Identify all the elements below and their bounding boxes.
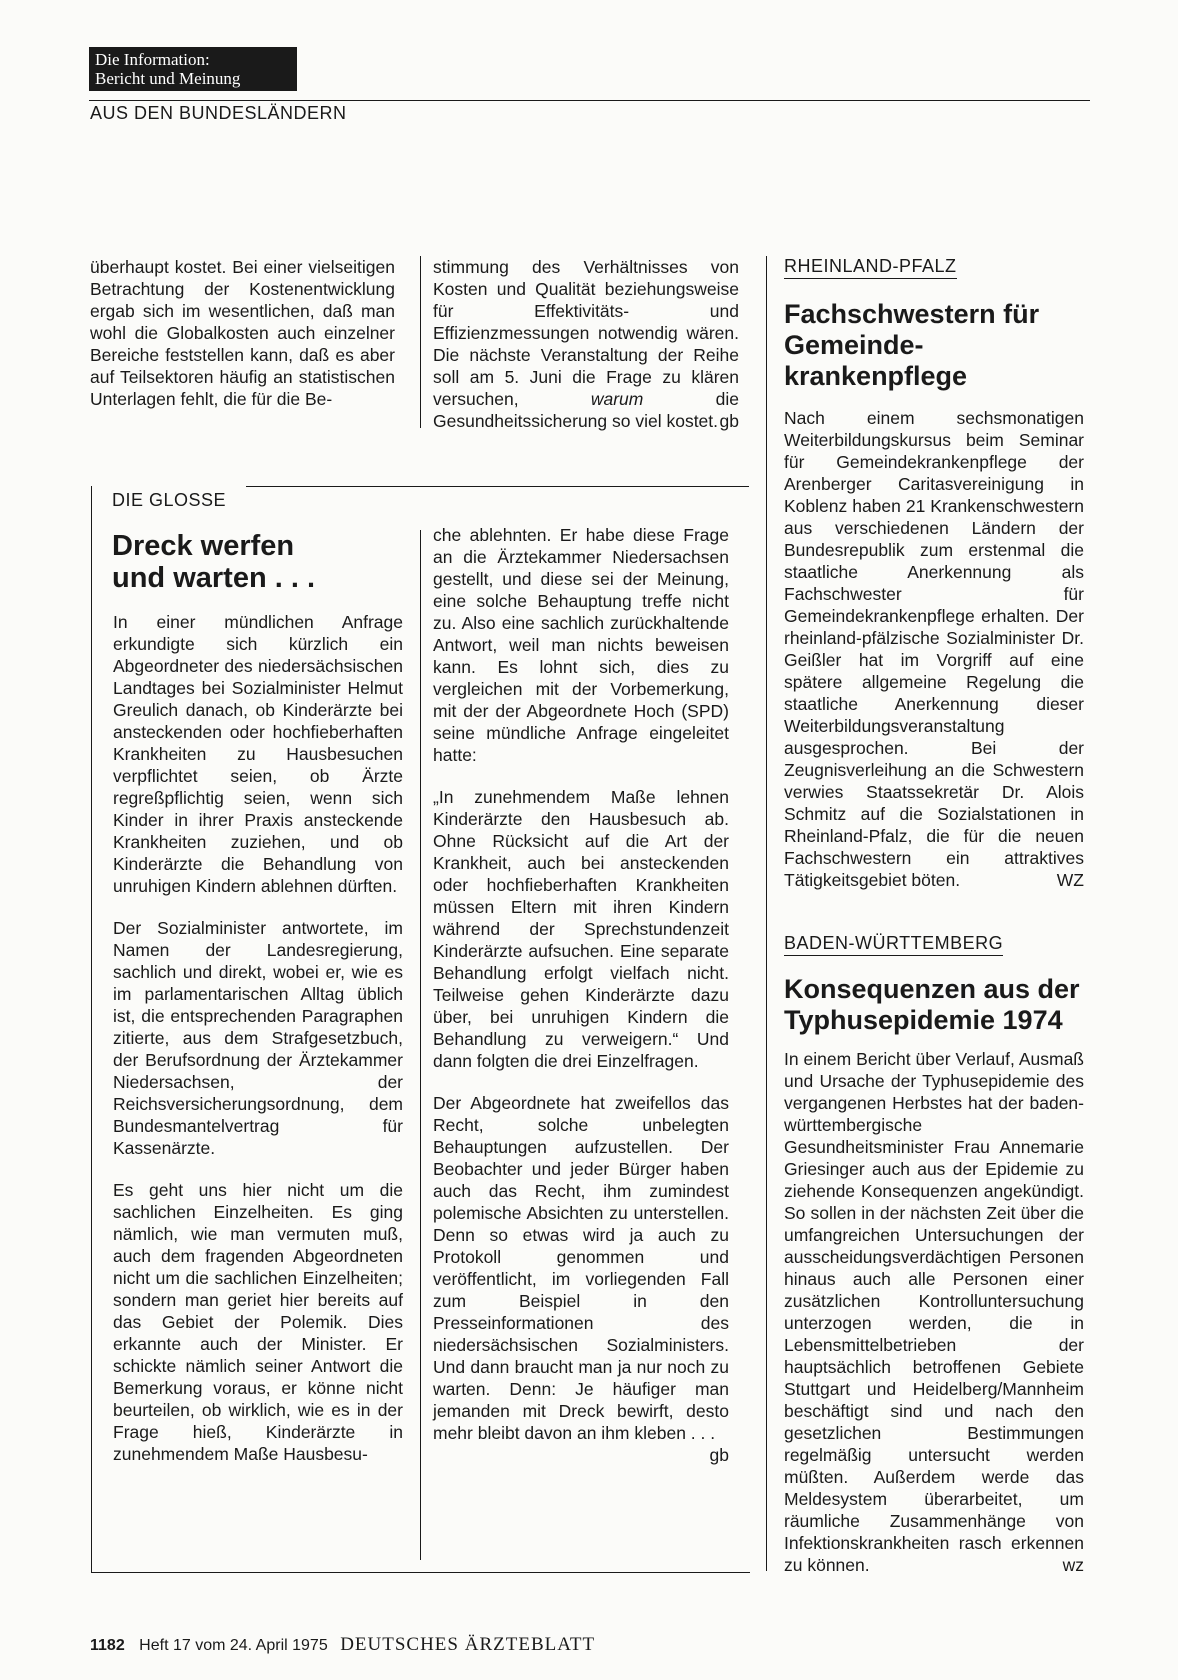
rheinland-body [784,407,1084,891]
glosse-paragraph [433,1092,729,1465]
glosse-paragraph: In einer mündlichen Anfrage erkundigte sich kürzlich ein Abgeordneter des niedersächsischen Landtages bei Sozialminister Helmut Greulich danach, ob Kinderärzte bei ansteckenden oder hochfieberhaften Krankheiten zu Hausbesuchen verpflichtet seien, ob Ärzte regreßpflichtig seien, wenn sich Kinder in ihrer Praxis ansteckende Krankheiten zuziehen, und ob Kinderärzte die Behandlung von unruhigen Kindern ablehnen dürften. [113,612,403,896]
column-divider [420,256,421,428]
header-rule [89,100,1090,101]
baden-signature: wz [1062,1555,1084,1575]
top-article-signature: gb [719,411,739,431]
baden-title-line1: Konsequenzen aus der [784,974,1080,1004]
rheinland-signature: WZ [1056,870,1084,890]
glosse-col2 [433,524,729,1466]
glosse-top-rule [246,486,749,487]
glosse-paragraph: che ablehnten. Er habe diese Frage an die Ärztekammer Niedersachsen gestellt, und diese sei der Meinung, eine solche Behauptung treffe nicht zu. Also eine sachlich zurückhaltende Antwort, weil man nichts beweisen kann. Es lohnt sich, dies zu vergleichen mit der Vorbemerkung, mit der der Abgeordnete Hoch (SPD) seine mündliche Anfrage eingeleitet hatte: [433,525,729,765]
top-article-col2-text-end: die Gesundheitssicherung so viel kostet. [433,389,739,431]
label-line-1: Die Information: [95,50,210,69]
glosse-title-line1: Dreck werfen [112,530,295,562]
right-column-divider [766,256,767,1571]
baden-headline [784,974,1084,1036]
glosse-column-divider [420,530,421,1560]
glosse-title-line2: und warten . . . [112,562,316,594]
label-line-2: Bericht und Meinung [95,69,241,88]
glosse-closing-text: Der Abgeordnete hat zweifellos das Recht, solche unbelegten Behauptungen aufzustellen. Der Beobachter und jeder Bürger haben auch das Recht, ihm zumindest polemische Absichten zu unterstellen. Denn so etwas wird ja auch zu Protokoll genommen und veröffentlicht, im vorliegenden Fall zum Beispiel in den Presseinformationen des niedersächsischen Sozialministers. Und dann braucht man ja nur noch zu warten. Denn: Je häufiger man jemanden mit Dreck bewirft, desto mehr bleibt davon an ihm kleben . . . [433,1093,729,1443]
top-article-emphasis: warum [590,389,644,409]
rheinland-title-line2: Gemeinde- [784,330,924,360]
rheinland-title-line3: krankenpflege [784,361,968,391]
rheinland-headline [784,299,1084,392]
baden-body-text: In einem Bericht über Verlauf, Ausmaß und Ursache der Typhusepidemie des vergangenen Herbstes hat der baden-württembergische Gesundheitsminister Frau Annemarie Griesinger auch aus der Epidemie zu ziehende Konsequenzen angekündigt. So sollen in der nächsten Zeit über die umfangreichen Untersuchungen der ausscheidungsverdächtigen Personen hinaus auch alle Personen einer zusätzlichen Kontrolluntersuchung unterzogen werden, die in Lebensmittelbetrieben der hauptsächlich betroffenen Gebiete Stuttgart und Heidelberg/Mannheim beschäftigt sind und nach den gesetzlichen Bestimmungen regelmäßig untersucht werden müßten. Außerdem werde das Meldesystem überarbeitet, um räumliche Zusammenhänge von Infektionskrankheiten rasch erkennen zu können. [784,1049,1084,1575]
baden-kicker: BADEN-WÜRTTEMBERG [784,933,1003,956]
glosse-quote: „In zunehmendem Maße lehnen Kinderärzte den Hausbesuch ab. Ohne Rücksicht auf die Art der Krankheit, auch bei ansteckenden oder hochfieberhaften Krankheiten müssen Eltern mit ihren Kindern während der Sprechstundenzeit Kinderärzte aufsuchen. Eine separate Behandlung erfolgt vielfach nicht. Teilweise gehen Kinderärzte dazu über, bei unruhigen Kindern die Behandlung zu verweigern.“ Und dann folgten die drei Einzelfragen. [433,787,729,1071]
rheinland-kicker: RHEINLAND-PFALZ [784,256,957,279]
glosse-col1 [113,611,403,1485]
top-article-col1 [90,256,395,410]
glosse-paragraph: Der Sozialminister antwortete, im Namen der Landesregierung, sachlich und direkt, wobei er, wie es im parlamentarischen Alltag üblich ist, die entsprechenden Paragraphen zitierte, aus dem Strafgesetzbuch, der Berufsordnung der Ärztekammer Niedersachsen, der Reichsversicherungsordnung, dem Bundesmantelvertrag für Kassenärzte. [113,918,403,1158]
issue-info: Heft 17 vom 24. April 1975 [139,1637,328,1654]
baden-body [784,1048,1084,1576]
top-article-col1-text: überhaupt kostet. Bei einer vielseitigen Betrachtung der Kostenentwicklung ergab sich im wesentlichen, daß man wohl die Globalkosten auch einzelner Bereiche feststellen kann, daß es aber auf Teilsektoren häufig an statistischen Unterlagen fehlt, die für die Be- [90,257,395,409]
rheinland-article [784,256,1084,891]
page-footer [90,1634,595,1656]
glosse-headline [112,530,412,594]
baden-title-line2: Typhusepidemie 1974 [784,1005,1063,1035]
top-article-col2 [433,256,739,432]
glosse-kicker: DIE GLOSSE [112,490,227,510]
baden-article [784,933,1084,1576]
rheinland-body-text: Nach einem sechsmonatigen Weiterbildungskursus beim Seminar für Gemeindekrankenpflege der Arenberger Caritasvereinigung in Koblenz haben 21 Krankenschwestern aus verschiedenen Ländern der Bundesrepublik zum erstenmal die staatliche Anerkennung als Fachschwester für Gemeindekrankenpflege erhalten. Der rheinland-pfälzische Sozialminister Dr. Geißler hat im Vorgriff auf eine spätere allgemeine Regelung die staatliche Anerkennung dieser Weiterbildungsveranstaltung ausgesprochen. Bei der Zeugnisverleihung an die Schwestern verwies Staatssekretär Dr. Alois Schmitz auf die Sozialstationen in Rheinland-Pfalz, die für die neuen Fachschwestern ein attraktives Tätigkeitsgebiet böten. [784,408,1084,890]
glosse-paragraph: Es geht uns hier nicht um die sachlichen Einzelheiten. Es ging nämlich, wie man vermuten muß, auch dem fragenden Abgeordneten nicht um die sachlichen Einzelheiten; sondern man geriet hier bereits auf das Gebiet der Polemik. Dies erkannte auch der Minister. Er schickte nämlich seiner Antwort die Bemerkung voraus, er könne nicht beurteilen, ob wirklich, wie es in der Frage hieß, Kinderärzte in zunehmendem Maße Hausbesu- [113,1180,403,1464]
section-title: AUS DEN BUNDESLÄNDERN [90,103,347,123]
journal-name: DEUTSCHES ÄRZTEBLATT [340,1634,596,1655]
rheinland-title-line1: Fachschwestern für [784,299,1040,329]
page-number: 1182 [90,1637,125,1654]
glosse-signature: gb [709,1445,729,1465]
section-label-box [89,47,297,91]
top-article-col2-text: stimmung des Verhältnisses von Kosten und Qualität beziehungsweise für Effektivitäts- und Effizienzmessungen notwendig wären. Die nächste Veranstaltung der Reihe soll am 5. Juni die Frage zu klären versuchen, [433,257,739,409]
